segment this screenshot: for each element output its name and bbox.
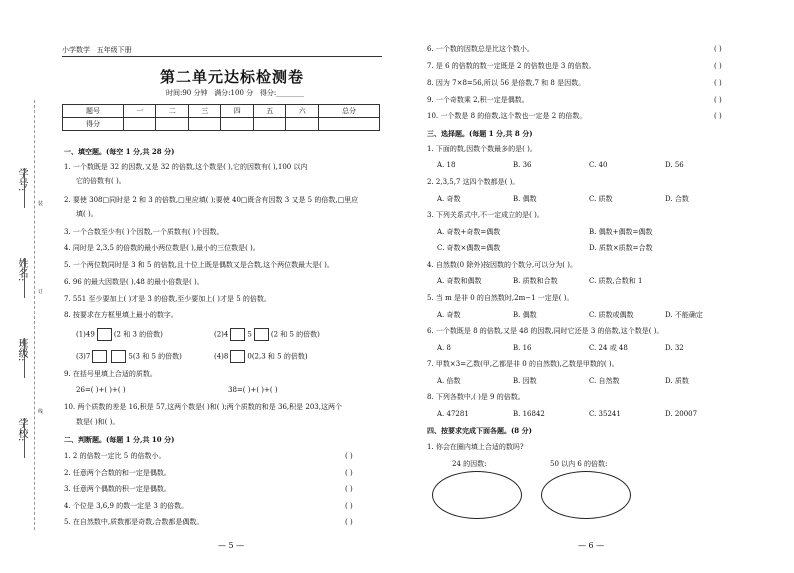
student-name-label: 姓名: [16, 258, 27, 282]
choice-option[interactable]: C. 奇数×偶数=偶数 [437, 244, 501, 252]
digit-box[interactable] [230, 328, 245, 341]
choice-option[interactable]: C. 35241 [589, 410, 621, 418]
header-rule [62, 56, 382, 57]
digit-box[interactable] [230, 350, 245, 363]
section-tasks: 四、按要求完成下面各题。(8 分) [427, 426, 532, 435]
choice-question: 2. 2,3,5,7 这四个数都是( )。 [427, 178, 520, 186]
judge-item: 3. 任意两个偶数的积一定是偶数。 [64, 485, 171, 493]
answer-ellipse[interactable] [432, 471, 522, 519]
choice-question: 3. 下列关系式中,不一定成立的是( )。 [427, 211, 544, 219]
score-header-cell: 一 [123, 105, 156, 118]
ellipse-caption: 50 以内 6 的倍数: [550, 460, 608, 468]
choice-option[interactable]: C. 质数 [589, 195, 613, 203]
choice-option[interactable]: A. 奇数+奇数=偶数 [437, 228, 501, 236]
question-text: 9. 在括号里填上合适的质数。 [64, 370, 157, 378]
question-text: 填( )。 [76, 210, 98, 218]
score-row-label: 得分 [63, 118, 124, 131]
judge-item: 2. 任意两个合数的和一定是偶数。 [64, 469, 171, 477]
choice-option[interactable]: A. 奇数 [437, 195, 461, 203]
exam-meta: 时间:90 分钟 满分:100 分 得分:________ [166, 89, 305, 97]
fill-digit-item: (3)7 5(3 和 5 的倍数) [76, 350, 182, 363]
task-question: 1. 你会在圈内填上合适的数吗? [427, 443, 524, 451]
digit-box[interactable] [97, 328, 112, 341]
score-cell[interactable] [156, 118, 189, 131]
choice-option[interactable]: B. 偶数 [513, 195, 537, 203]
judge-item: 10. 一个数是 8 的倍数,这个数也一定是 2 的倍数。 [427, 112, 587, 120]
choice-option[interactable]: D. 56 [665, 161, 684, 169]
choice-option[interactable]: A. 18 [437, 161, 456, 169]
digit-box[interactable] [254, 328, 269, 341]
choice-option[interactable]: A. 47281 [437, 410, 469, 418]
question-text: 1. 一个数既是 32 的因数,又是 32 的倍数,这个数是( ),它的因数有( ),100 以内 [64, 163, 308, 171]
header-subject: 小学数学 五年级下册 [62, 46, 132, 54]
score-table-score-row [63, 118, 380, 131]
question-text: 7. 551 至少要加上( )才是 3 的倍数,至少要加上( )才是 5 的倍数。 [64, 295, 271, 303]
choice-option[interactable]: C. 质数或偶数 [589, 311, 634, 319]
choice-question: 8. 下列各数中,( )是 9 的倍数。 [427, 393, 525, 401]
section-multiple-choice: 三、选择题。(每题 1 分,共 8 分) [427, 129, 533, 138]
question-text: 数是( )和( )。 [76, 418, 120, 426]
choice-option[interactable]: B. 偶数+偶数=偶数 [589, 228, 653, 236]
question-text: 8. 按要求在方框里填上最小的数字。 [64, 311, 178, 319]
choice-option[interactable]: A. 奇数和偶数 [437, 277, 482, 285]
section-true-false: 二、判断题。(每题 1 分,共 10 分) [64, 435, 175, 444]
school-label: 学校: [16, 418, 27, 442]
answer-ellipse[interactable] [541, 471, 631, 519]
digit-box[interactable] [92, 350, 107, 363]
question-text: 2. 要使 308□同时是 2 和 3 的倍数,□里应填( );要使 40□既含有因数 3 又是 5 的倍数,□里应 [64, 196, 359, 204]
choice-option[interactable]: D. 质数×质数=合数 [589, 244, 653, 252]
choice-question: 1. 下面的数,因数个数最多的是( )。 [427, 145, 537, 153]
question-text: 4. 同时是 2,3,5 的倍数的最小两位数是( ),最小的三位数是( )。 [64, 244, 260, 252]
judge-item: 4. 个位是 3,6,9 的数一定是 3 的倍数。 [64, 502, 189, 510]
score-header-cell: 三 [188, 105, 221, 118]
question-text: 它的倍数有( )。 [76, 177, 126, 185]
judge-item: 5. 在自然数中,质数都是奇数,合数都是偶数。 [64, 518, 204, 526]
choice-option[interactable]: C. 质数,合数和 1 [589, 277, 643, 285]
prime-sum-item: 26=( )+( )+( ) [76, 386, 126, 394]
prime-sum-item: 38=( )+( )+( ) [228, 386, 278, 394]
score-cell[interactable] [221, 118, 254, 131]
judge-item: 7. 是 6 的倍数的数一定既是 2 的倍数也是 3 的倍数。 [427, 62, 596, 70]
choice-option[interactable]: A. 8 [437, 344, 451, 352]
choice-option[interactable]: B. 36 [513, 161, 532, 169]
judge-item: 9. 一个奇数乘 2,积一定是偶数。 [427, 96, 529, 104]
score-header-cell: 题号 [63, 105, 124, 118]
question-text: 6. 96 的最大因数是( ),48 的最小倍数是( )。 [64, 278, 204, 286]
answer-paren[interactable]: ( ) [714, 45, 722, 53]
id-fill-line[interactable] [24, 168, 25, 208]
digit-box[interactable] [111, 350, 126, 363]
page-number: — 5 — [218, 541, 245, 550]
class-label: 班级: [16, 338, 27, 362]
score-cell[interactable] [188, 118, 221, 131]
judge-item: 6. 一个数的因数总是比这个数小。 [427, 45, 534, 53]
choice-option[interactable]: D. 质数 [665, 377, 689, 385]
question-text: 5. 一个两位数同时是 3 和 5 的倍数,且十位上既是偶数又是合数,这个两位数最大是( )。 [64, 261, 334, 269]
score-cell[interactable] [123, 118, 156, 131]
answer-paren[interactable]: ( ) [345, 452, 353, 460]
score-table [62, 104, 380, 131]
ellipse-caption: 24 的因数: [452, 460, 487, 468]
student-id-label: 学号: [16, 168, 27, 192]
binding-line [34, 100, 35, 530]
judge-item: 8. 因为 7×8=56,所以 56 是倍数,7 和 8 是因数。 [427, 79, 586, 87]
answer-paren[interactable]: ( ) [714, 112, 722, 120]
choice-option[interactable]: C. 24 或 48 [589, 344, 628, 352]
fill-digit-item: (4)8 0(2,3 和 5 的倍数) [214, 350, 308, 363]
school-fill-line[interactable] [24, 418, 25, 458]
answer-paren[interactable]: ( ) [714, 62, 722, 70]
choice-option[interactable]: A. 倍数 [437, 377, 461, 385]
score-header-cell: 六 [286, 105, 319, 118]
choice-option[interactable]: B. 16 [513, 344, 532, 352]
seal-mark: 订 [38, 289, 44, 295]
score-cell[interactable] [253, 118, 286, 131]
score-header-cell: 五 [253, 105, 286, 118]
question-text: 3. 一个合数至少有( )个因数,一个质数有( )个因数。 [64, 228, 224, 236]
choice-option[interactable]: B. 偶数 [513, 311, 537, 319]
fill-digit-item: (2)4 5 (2 和 5 的倍数) [214, 328, 320, 341]
choice-question: 7. 甲数×3=乙数(甲,乙都是非 0 的自然数),乙数是甲数的( )。 [427, 360, 619, 368]
page-number: — 6 — [578, 541, 605, 550]
choice-question: 6. 一个数既是 8 的倍数,又是 48 的因数,同时它还是 3 的倍数,这个数是( )。 [427, 327, 664, 335]
choice-question: 5. 当 m 是非 0 的自然数时,2m−1 一定是( )。 [427, 294, 574, 302]
choice-option[interactable]: D. 32 [665, 344, 684, 352]
score-header-cell: 四 [221, 105, 254, 118]
page-title: 第二单元达标检测卷 [160, 68, 305, 86]
score-cell[interactable] [318, 118, 379, 131]
score-header-cell: 总分 [318, 105, 379, 118]
answer-paren[interactable]: ( ) [345, 518, 353, 526]
fill-digit-item: (1)49 (2 和 3 的倍数) [76, 328, 163, 341]
choice-option[interactable]: C. 40 [589, 161, 608, 169]
name-fill-line[interactable] [24, 258, 25, 298]
choice-option[interactable]: C. 自然数 [589, 377, 620, 385]
score-cell[interactable] [286, 118, 319, 131]
answer-paren[interactable]: ( ) [345, 469, 353, 477]
section-fill-blank: 一、填空题。(每空 1 分,共 28 分) [64, 147, 175, 156]
choice-option[interactable]: A. 奇数 [437, 311, 461, 319]
judge-item: 1. 2 的倍数一定比 5 的倍数小。 [64, 452, 166, 460]
score-header-cell: 二 [156, 105, 189, 118]
class-fill-line[interactable] [24, 338, 25, 378]
answer-paren[interactable]: ( ) [714, 79, 722, 87]
score-table-header-row [63, 105, 380, 118]
question-text: 10. 两个质数的差是 16,积是 57,这两个数是( )和( );两个质数的和是 36,积是 203,这两个 [64, 403, 342, 411]
choice-option[interactable]: B. 质数和合数 [513, 277, 558, 285]
answer-paren[interactable]: ( ) [345, 485, 353, 493]
answer-paren[interactable]: ( ) [345, 502, 353, 510]
choice-option[interactable]: B. 16842 [513, 410, 545, 418]
choice-question: 4. 自然数(0 除外)按因数的个数分,可以分为( )。 [427, 261, 577, 269]
choice-option[interactable]: D. 不能确定 [665, 311, 703, 319]
choice-option[interactable]: B. 因数 [513, 377, 537, 385]
choice-option[interactable]: D. 20007 [665, 410, 698, 418]
choice-option[interactable]: D. 合数 [665, 195, 689, 203]
seal-mark: 装 [38, 201, 44, 207]
answer-paren[interactable]: ( ) [714, 96, 722, 104]
seal-mark: 线 [38, 409, 44, 415]
